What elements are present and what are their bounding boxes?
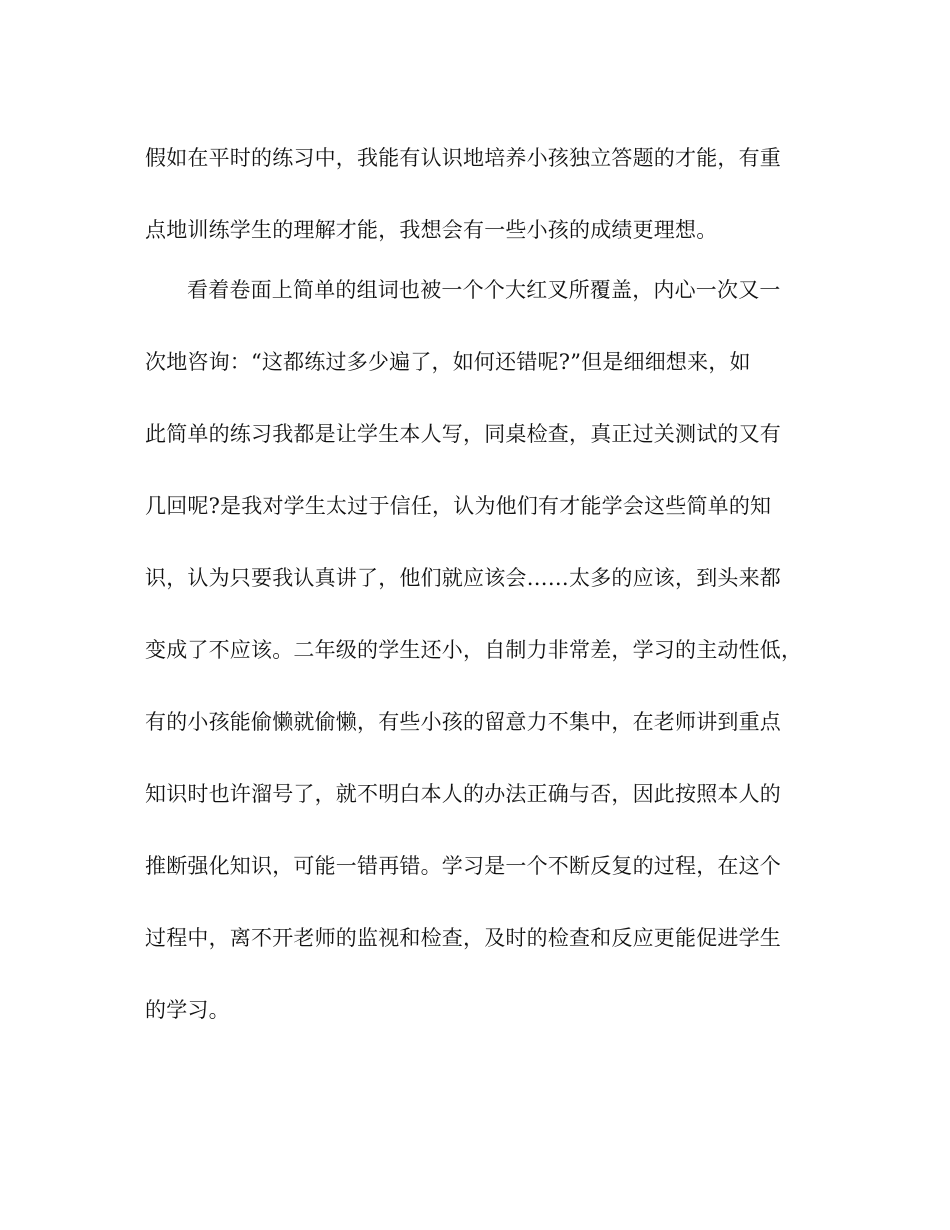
text-line: 的学习。: [145, 998, 230, 1022]
text-line: 几回呢?是我对学生太过于信任，认为他们有才能学会这些简单的知: [145, 494, 772, 518]
text-line: 识，认为只要我认真讲了，他们就应该会……太多的应该，到头来都: [145, 566, 781, 590]
text-line-paragraph-start: 看着卷面上简单的组词也被一个个大红叉所覆盖，内心一次又一: [187, 278, 781, 302]
text-line: 变成了不应该。二年级的学生还小，自制力非常差，学习的主动性低，: [145, 638, 803, 662]
text-line: 次地咨询：“这都练过多少遍了，如何还错呢?”但是细细想来，如: [145, 350, 751, 374]
text-line: 知识时也许溜号了，就不明白本人的办法正确与否，因此按照本人的: [145, 782, 781, 806]
text-line: 此简单的练习我都是让学生本人写，同桌检查，真正过关测试的又有: [145, 422, 781, 446]
text-line: 有的小孩能偷懒就偷懒，有些小孩的留意力不集中，在老师讲到重点: [145, 710, 781, 734]
text-line: 假如在平时的练习中，我能有认识地培养小孩独立答题的才能，有重: [145, 146, 781, 170]
text-line: 过程中，离不开老师的监视和检查，及时的检查和反应更能促进学生: [145, 926, 781, 950]
text-line: 推断强化知识，可能一错再错。学习是一个不断反复的过程，在这个: [145, 854, 781, 878]
text-line: 点地训练学生的理解才能，我想会有一些小孩的成绩更理想。: [145, 218, 718, 242]
